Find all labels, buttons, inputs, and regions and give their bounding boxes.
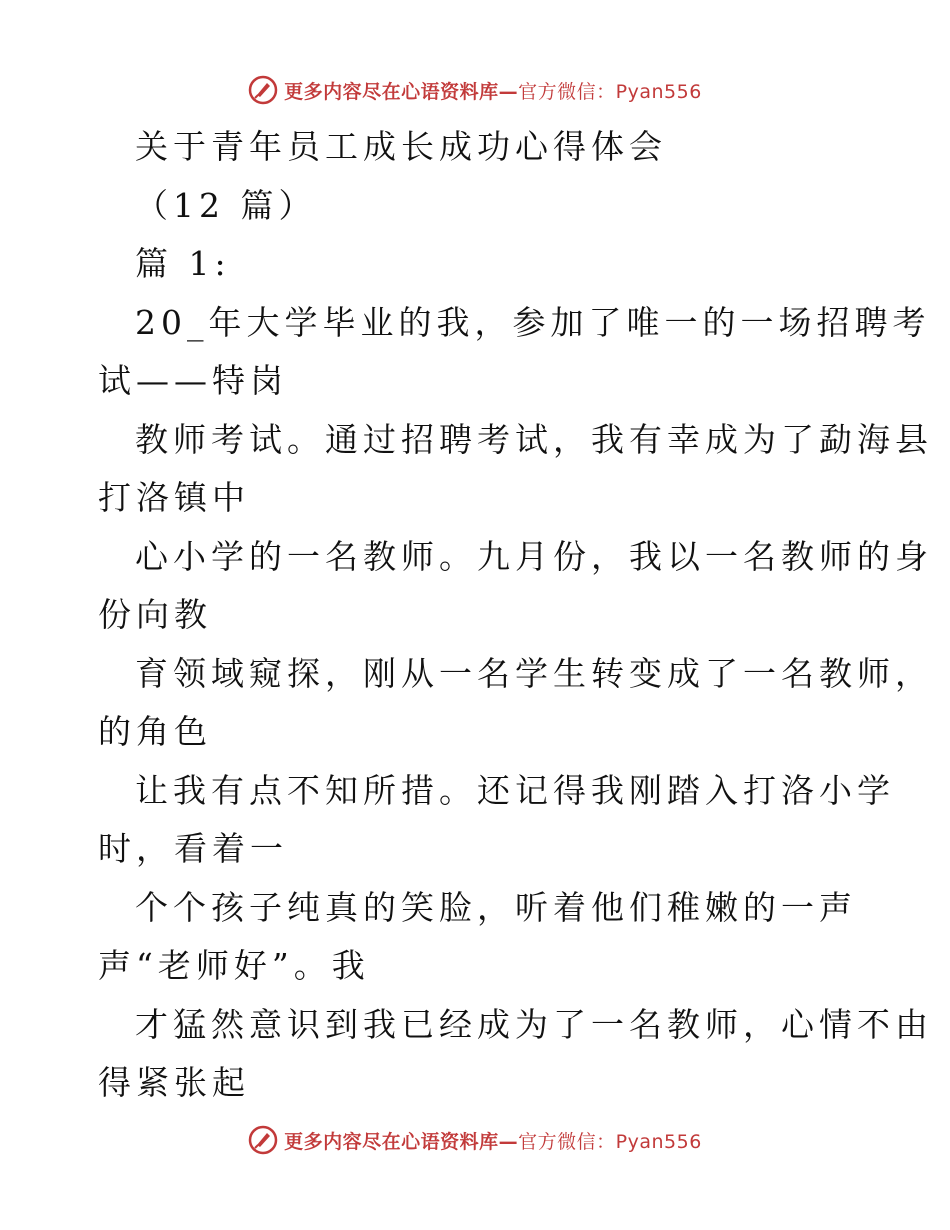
- watermark-banner-bottom: [0, 1118, 950, 1162]
- document-body: [98, 118, 933, 1113]
- text-line: 试——特岗: [98, 361, 288, 400]
- text-line: 的角色: [98, 712, 212, 751]
- watermark-separator: —: [498, 80, 519, 103]
- seal-logo-icon: [248, 75, 278, 105]
- seal-logo-icon: [248, 1125, 278, 1155]
- document-count: （12 篇）: [135, 185, 317, 225]
- watermark-wechat: 官方微信：Pyan556: [518, 1130, 702, 1153]
- text-line: 让我有点不知所措。还记得我刚踏入打洛小学: [135, 770, 895, 810]
- text-line: 20_年大学毕业的我，参加了唯一的一场招聘考: [135, 302, 931, 342]
- paragraph: [98, 294, 933, 1113]
- watermark-wechat: 官方微信：Pyan556: [518, 80, 702, 103]
- watermark-text: [284, 77, 702, 104]
- section-heading: 篇 1:: [135, 244, 231, 283]
- text-line: 声“老师好”。我: [98, 946, 370, 985]
- text-line: 个个孩子纯真的笑脸，听着他们稚嫩的一声: [135, 887, 857, 927]
- text-line: 才猛然意识到我已经成为了一名教师，心情不由: [135, 1004, 933, 1044]
- text-line: 得紧张起: [98, 1063, 250, 1102]
- text-line: 时，看着一: [98, 829, 288, 868]
- text-line: 教师考试。通过招聘考试，我有幸成为了勐海县: [135, 419, 933, 459]
- watermark-brand: 更多内容尽在心语资料库: [284, 80, 499, 103]
- watermark-banner-top: [0, 68, 950, 112]
- watermark-separator: —: [498, 1130, 519, 1153]
- text-line: 打洛镇中: [98, 478, 250, 517]
- watermark-text: [284, 1127, 702, 1154]
- text-line: 育领域窥探，刚从一名学生转变成了一名教师，: [135, 653, 933, 693]
- text-line: 份向教: [98, 595, 212, 634]
- text-line: 心小学的一名教师。九月份，我以一名教师的身: [135, 536, 933, 576]
- watermark-brand: 更多内容尽在心语资料库: [284, 1130, 499, 1153]
- document-title: 关于青年员工成长成功心得体会: [135, 127, 667, 166]
